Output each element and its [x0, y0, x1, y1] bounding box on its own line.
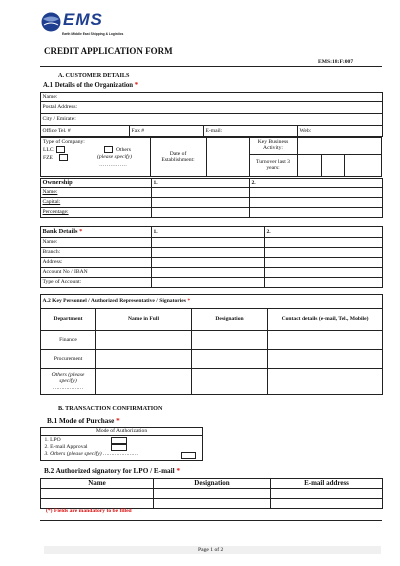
fze-checkbox[interactable]: [59, 154, 68, 161]
mode-options-cell: [41, 436, 203, 461]
llc-label: LLC: [43, 146, 54, 153]
fax-label: Fax #: [131, 127, 145, 134]
col-designation: Designation: [192, 309, 268, 331]
form-title: CREDIT APPLICATION FORM: [44, 46, 173, 56]
llc-checkbox[interactable]: [56, 146, 65, 153]
mandatory-note: (*) Fields are mandatory to be filled: [46, 508, 132, 514]
b2-title: [44, 467, 180, 475]
finance-name[interactable]: [96, 331, 192, 350]
procurement-name[interactable]: [96, 350, 192, 369]
b1-title: [47, 417, 120, 425]
email-approval-checkbox[interactable]: [111, 444, 127, 451]
ownership-capital-2[interactable]: [250, 198, 383, 208]
a1-title-text: A.1 Details of the Organization: [43, 82, 134, 89]
bank-branch-2[interactable]: [265, 248, 383, 258]
signatory-designation-1[interactable]: [154, 489, 271, 499]
others-option: [104, 146, 131, 153]
others-mode-option: 3. Others (please specify) …………………: [44, 451, 138, 457]
col-designation: Designation: [154, 479, 271, 489]
web-label: Web:: [299, 127, 312, 134]
a1-title: [43, 82, 138, 89]
logo-text: EMS: [63, 10, 103, 29]
ownership-col-1: 1.: [152, 179, 250, 188]
a2-title-text: A.2 Key Personnel / Authorized Representative / Signatories: [42, 298, 186, 305]
bank-col-1: 1.: [152, 227, 265, 238]
fze-label: FZE: [43, 154, 53, 161]
logo-tagline: Earth Middle East Shipping & Logistics: [62, 32, 124, 36]
section-a-heading: A. CUSTOMER DETAILS: [58, 72, 130, 79]
mandatory-asterisk: *: [187, 298, 191, 305]
office-tel-field[interactable]: [41, 126, 130, 137]
title-rule: [40, 66, 382, 67]
bank-row-label: Account No / IBAN: [41, 268, 152, 278]
bottom-rule: [40, 520, 382, 521]
procurement-contact[interactable]: [268, 350, 383, 369]
bank-type-1[interactable]: [152, 278, 265, 288]
bank-details-header: [41, 227, 152, 238]
bank-address-1[interactable]: [152, 258, 265, 268]
mandatory-asterisk: *: [79, 228, 83, 236]
bank-iban-1[interactable]: [152, 268, 265, 278]
ownership-col-2: 2.: [250, 179, 383, 188]
ownership-header: Ownership: [41, 179, 152, 188]
type-company-label: Type of Company:: [43, 139, 85, 145]
email-label: E-mail:: [205, 127, 223, 134]
others-specify: (please specify): [97, 154, 132, 160]
mandatory-asterisk: *: [116, 417, 120, 425]
postal-address-label: Postal Address:: [42, 104, 78, 111]
col-department: Department: [41, 309, 96, 331]
b1-title-text: B.1 Mode of Purchase: [47, 417, 115, 425]
col-name-full: Name in Full: [96, 309, 192, 331]
email-approval-option: 2. E-mail Approval: [44, 444, 88, 450]
lpo-checkbox[interactable]: [111, 437, 127, 444]
office-tel-label: Office Tel. #: [42, 127, 71, 134]
ownership-capital-1[interactable]: [152, 198, 250, 208]
mandatory-asterisk: *: [134, 82, 139, 89]
bank-row-label: Type of Account:: [41, 278, 152, 288]
dept-finance: Finance: [41, 331, 96, 350]
others-designation[interactable]: [192, 369, 268, 395]
ownership-name-label: Name:: [41, 188, 152, 198]
org-name-label: Name:: [42, 93, 58, 100]
city-field[interactable]: [41, 114, 383, 126]
fax-field[interactable]: [130, 126, 204, 137]
bank-row-label: Name:: [41, 238, 152, 248]
ownership-name-1[interactable]: [152, 188, 250, 198]
fze-option: [43, 154, 68, 161]
turnover-label: Turnover last 3 years:: [256, 159, 290, 172]
ownership-percentage-2[interactable]: [250, 208, 383, 218]
others-checkbox[interactable]: [104, 146, 113, 153]
others-mode-checkbox[interactable]: [181, 452, 196, 459]
col-name: Name: [41, 479, 154, 489]
bank-branch-1[interactable]: [152, 248, 265, 258]
col-contact: Contact details (e-mail, Tel., Mobile): [268, 309, 383, 331]
dept-others-label: Others (please specify): [51, 371, 85, 385]
bank-address-2[interactable]: [265, 258, 383, 268]
mode-auth-header: Mode of Authorization: [41, 428, 203, 436]
ownership-table: [40, 178, 383, 218]
others-label: Others: [116, 146, 131, 153]
bank-col-2: 2.: [265, 227, 383, 238]
others-name[interactable]: [96, 369, 192, 395]
bank-iban-2[interactable]: [265, 268, 383, 278]
bank-table: [40, 226, 383, 288]
bank-type-2[interactable]: [265, 278, 383, 288]
page-number: Page 1 of 2: [198, 547, 224, 553]
procurement-designation[interactable]: [192, 350, 268, 369]
finance-designation[interactable]: [192, 331, 268, 350]
signatory-email-1[interactable]: [271, 489, 383, 499]
mode-of-purchase-table: [40, 427, 203, 461]
company-type-block: [40, 137, 382, 177]
llc-option: [43, 146, 65, 153]
org-name-field[interactable]: [41, 93, 383, 102]
postal-address-field[interactable]: [41, 102, 383, 114]
mandatory-asterisk: *: [176, 467, 181, 475]
bank-row-label: Branch:: [41, 248, 152, 258]
ownership-percentage-label: Percentage:: [41, 208, 152, 218]
signatory-name-1[interactable]: [41, 489, 154, 499]
b2-title-text: B.2 Authorized signatory for LPO / E-mail: [44, 467, 175, 475]
section-b-heading: B. TRANSACTION CONFIRMATION: [58, 405, 163, 412]
dept-others: [41, 369, 96, 395]
bank-details-label: Bank Details: [42, 228, 78, 236]
dept-procurement: Procurement: [41, 350, 96, 369]
email-field[interactable]: [204, 126, 298, 137]
signatory-email-2[interactable]: [271, 499, 383, 509]
form-ref: EMS:18:F:007: [318, 59, 354, 65]
signatory-designation-2[interactable]: [154, 499, 271, 509]
authorized-signatory-table: [40, 478, 383, 509]
col-email: E-mail address: [271, 479, 383, 489]
date-establishment-label: Date of Establishment:: [161, 151, 195, 164]
signatory-name-2[interactable]: [41, 499, 154, 509]
key-business-label: Key Business Activity:: [257, 139, 289, 152]
web-field[interactable]: [298, 126, 383, 137]
key-personnel-table: [40, 294, 383, 395]
city-label: City / Emirate:: [42, 116, 76, 123]
others-specify-dots[interactable]: ……………: [99, 162, 127, 168]
lpo-option: 1. LPO: [44, 437, 61, 443]
ownership-capital-label: Capital:: [41, 198, 152, 208]
bank-name-2[interactable]: [265, 238, 383, 248]
finance-contact[interactable]: [268, 331, 383, 350]
ownership-percentage-1[interactable]: [152, 208, 250, 218]
ownership-name-2[interactable]: [250, 188, 383, 198]
dept-others-dots[interactable]: ………………: [53, 384, 83, 391]
bank-row-label: Address:: [41, 258, 152, 268]
bank-name-1[interactable]: [152, 238, 265, 248]
a2-title: [41, 295, 383, 309]
company-logo: [40, 10, 122, 40]
organization-table: [40, 92, 383, 137]
others-contact[interactable]: [268, 369, 383, 395]
